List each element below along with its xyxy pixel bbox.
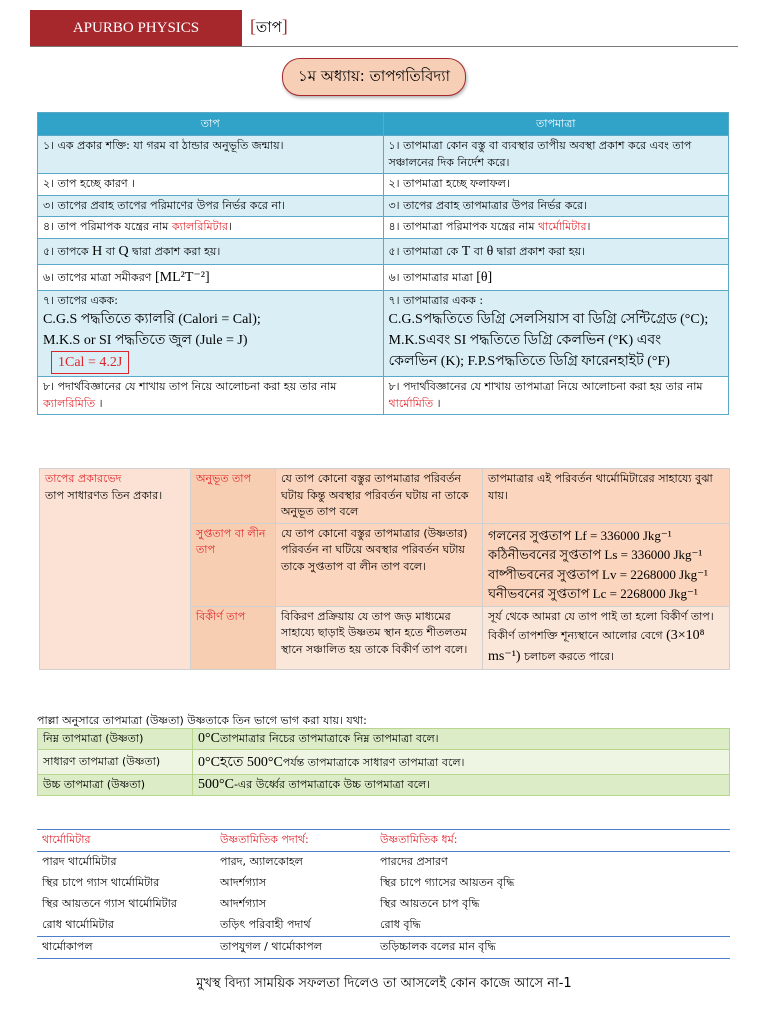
cell-text: ৫। তাপকে: [43, 244, 93, 258]
brand-banner: [30, 10, 242, 47]
range-temp: 500°C: [198, 776, 234, 792]
range-label: সাধারণ তাপমাত্রা (উষ্ণতা): [38, 750, 193, 775]
cgs-temp-unit-line: C.G.Sপদ্ধতিতে ডিগ্রি সেলসিয়াস বা ডিগ্রি সেন্টিগ্রেড (°C);: [388, 312, 709, 327]
table-row: [38, 217, 729, 239]
range-temp: 0°C: [198, 730, 220, 746]
cell-text: ৫। তাপমাত্রা কে: [388, 244, 462, 258]
range-text: পর্যন্ত তাপমাত্রাকে সাধারণ তাপমাত্রা বলে।: [282, 756, 465, 769]
cell-text: ৮। পদার্থবিজ্ঞানের যে শাখায় তাপমাত্রা নিয়ে আলোচনা করা হয় তার নাম: [388, 380, 703, 393]
cell: পারদের প্রসারণ: [380, 855, 448, 868]
header-divider: [30, 46, 738, 47]
cell: ১। তাপমাত্রা কোন বস্তু বা ব্যবস্থার তাপীয় অবস্থা প্রকাশ করে এবং তাপ সঞ্চালনের দিক নির্দেশ করে।: [383, 136, 729, 174]
cell: [383, 290, 729, 377]
cell: তড়িৎ পরিবাহী পদার্থ: [220, 918, 311, 931]
heat-type-desc: যে তাপ কোনো বস্তুর তাপমাত্রার (উষ্ণতার) পরিবর্তন না ঘটিয়ে অবস্থার পরিবর্তন ঘটায় তাকে সুপ্ততাপ বা লীন তাপ বলে।: [276, 523, 483, 606]
cell: ১। এক প্রকার শক্তি: যা গরম বা ঠান্ডার অনুভূতি জন্মায়।: [38, 136, 384, 174]
cgs-unit-line: C.G.S পদ্ধতিতে ক্যালরি (Calori = Cal);: [43, 312, 261, 327]
mks-temp-unit-line: M.K.Sএবং SI পদ্ধতিতে ডিগ্রি কেলভিন (°K) এবং: [388, 333, 662, 348]
cell: তাপযুগল / থার্মোকাপল: [215, 937, 375, 959]
topic-tag-text: তাপ: [256, 18, 282, 36]
symbol-H: H: [92, 243, 103, 259]
cell: ৪। তাপ পরিমাপক যন্ত্রের নাম ক্যালরিমিটার।: [38, 217, 384, 239]
heat-type-name: বিকীর্ণ তাপ: [191, 606, 276, 670]
table-row: [38, 136, 729, 174]
table-row: [38, 174, 729, 196]
cell-text: দ্বারা প্রকাশ করা হয়।: [128, 244, 221, 258]
cell: [38, 290, 384, 377]
cell: পারদ, অ্যালকোহল: [220, 855, 303, 868]
heat-dimension-formula: [ML²T⁻²]: [154, 269, 210, 285]
heat-types-subtitle: তাপ সাধারণত তিন প্রকার।: [45, 488, 163, 502]
latent-heat-vaporization: বাষ্পীভবনের সুপ্ততাপ Lv = 2268000 Jkg⁻¹: [488, 566, 708, 582]
footer-quote: মুখস্থ বিদ্যা সাময়িক সফলতা দিলেও তা আসলেই কোন কাজে আসে না-1: [196, 976, 572, 991]
range-text: তাপমাত্রার নিচের তাপমাত্রাকে নিম্ন তাপমাত্রা বলে।: [219, 731, 439, 745]
heat-unit-title: ৭। তাপের একক:: [43, 293, 118, 307]
heat-vs-temperature-table: [37, 112, 729, 415]
thermometer-table: [37, 829, 730, 959]
symbol-Q: Q: [118, 243, 129, 259]
table-row: [38, 290, 729, 377]
cell: স্থির চাপে গ্যাসের আয়তন বৃদ্ধি: [380, 876, 515, 889]
cell: তড়িচ্চালক বলের মান বৃদ্ধি: [375, 937, 730, 959]
range-label: নিম্ন তাপমাত্রা (উষ্ণতা): [38, 729, 193, 750]
chapter-title: [282, 58, 466, 96]
heat-type-name: অনুভূত তাপ: [191, 469, 276, 524]
table-row: [38, 775, 730, 796]
cell: [383, 238, 729, 264]
note-text: সূর্য থেকে আমরা যে তাপ পাই তা হলো বিকীর্ণ তাপ। বিকীর্ণ তাপশক্তি শূন্যস্থানে আলোর বেগে: [488, 609, 714, 642]
table-row: [38, 729, 730, 750]
table-row: [38, 195, 729, 217]
heat-type-desc: যে তাপ কোনো বস্তুর তাপমাত্রার পরিবর্তন ঘটায় কিন্তু অবস্থার পরিবর্তন ঘটায় না তাকে অনুভূত তাপ বলে: [276, 469, 483, 524]
cell: পারদ থার্মোমিটার: [42, 855, 117, 868]
cell-text: ৬। তাপমাত্রার মাত্রা: [388, 270, 477, 284]
latent-heat-fusion: গলনের সুপ্ততাপ Lf = 336000 Jkg⁻¹: [488, 527, 672, 543]
table-header-row: [37, 830, 730, 852]
table-row: [40, 469, 730, 524]
table-row: [37, 915, 730, 937]
col-header-heat: তাপ: [38, 113, 384, 136]
cell: স্থির চাপে গ্যাস থার্মোমিটার: [42, 876, 160, 889]
cell-text: ৬। তাপের মাত্রা সমীকরণ: [43, 270, 155, 284]
table-row: [37, 852, 730, 874]
cell: ৩। তাপের প্রবাহ তাপমাত্রার উপর নির্ভর করে।: [383, 195, 729, 217]
heat-type-desc: বিকিরণ প্রক্রিয়ায় যে তাপ জড় মাধ্যমের সাহায্যে ছাড়াই উষ্ণতম স্থান হতে শীতলতম স্থানে সঞ্চালিত হয় তাকে বিকীর্ণ তাপ বলে।: [276, 606, 483, 670]
thermometer-term: থার্মোমিটার: [537, 220, 587, 233]
heat-type-name: সুপ্ততাপ বা লীন তাপ: [191, 523, 276, 606]
range-temp: 0°Cহতে 500°C: [198, 755, 283, 770]
thermometry-term: থার্মোমিতি: [388, 396, 434, 410]
cell: ৩। তাপের প্রবাহ তাপের পরিমাণের উপর নির্ভর করে না।: [38, 195, 384, 217]
cell-text: ৪। তাপমাত্রা পরিমাপক যন্ত্রের নাম: [388, 220, 538, 233]
cell: রোধ থার্মোমিটার: [42, 918, 114, 931]
cell: ৮। পদার্থবিজ্ঞানের যে শাখায় তাপমাত্রা নিয়ে আলোচনা করা হয় তার নাম থার্মোমিতি ।: [383, 377, 729, 415]
cell-text: ৮। পদার্থবিজ্ঞানের যে শাখায় তাপ নিয়ে আলোচনা করা হয় তার নাম: [43, 380, 337, 393]
symbol-T: T: [461, 243, 471, 259]
light-speed: (3×10⁸ ms⁻¹): [488, 628, 705, 664]
calorimetry-term: ক্যালরিমিতি: [43, 396, 96, 410]
temperature-range-table: [37, 728, 730, 796]
table-row: [38, 377, 729, 415]
cell: স্থির আয়তনে গ্যাস থার্মোমিটার: [42, 897, 177, 910]
latent-heat-condensation: ঘনীভবনের সুপ্ততাপ Lc = 2268000 Jkg⁻¹: [488, 586, 698, 601]
temperature-unit-title: ৭। তাপমাত্রার একক :: [388, 293, 484, 307]
cell: [38, 264, 384, 290]
cell: ৮। পদার্থবিজ্ঞানের যে শাখায় তাপ নিয়ে আলোচনা করা হয় তার নাম ক্যালরিমিতি ।: [38, 377, 384, 415]
fps-temp-unit-line: কেলভিন (K); F.P.Sপদ্ধতিতে ডিগ্রি ফারেনহাইট (°F): [388, 354, 670, 369]
heat-type-note: তাপমাত্রার এই পরিবর্তন থার্মোমিটারের সাহায্যে বুঝা যায়।: [483, 469, 730, 524]
cell: আদর্শগ্যাস: [220, 897, 266, 910]
col-header-temperature: তাপমাত্রা: [383, 113, 729, 136]
table-row: [37, 937, 730, 959]
calorie-joule-box: 1Cal = 4.2J: [51, 351, 129, 374]
cell: [383, 264, 729, 290]
col-header: উষ্ণতামিতিক পদার্থ:: [215, 830, 375, 852]
cell: ৪। তাপমাত্রা পরিমাপক যন্ত্রের নাম থার্মোমিটার।: [383, 217, 729, 239]
brand-name: APURBO PHYSICS: [72, 20, 200, 36]
latent-heat-solidification: কঠিনীভবনের সুপ্ততাপ Ls = 336000 Jkg⁻¹: [488, 547, 703, 562]
temperature-range-intro: পাল্লা অনুসারে তাপমাত্রা (উষ্ণতা) উষ্ণতাকে তিন ভাগে ভাগ করা যায়। যথা:: [37, 714, 367, 727]
cell: [38, 238, 384, 264]
range-desc: [193, 750, 730, 775]
table-row: [37, 894, 730, 915]
table-row: [38, 238, 729, 264]
note-text: চলাচল করতে পারে।: [520, 650, 615, 663]
cell: ২। তাপমাত্রা হচ্ছে ফলাফল।: [383, 174, 729, 196]
temperature-dimension-formula: [θ]: [476, 269, 493, 285]
chapter-title-text: ১ম অধ্যায়: তাপগতিবিদ্যা: [298, 66, 450, 85]
cell: ২। তাপ হচ্ছে কারণ ।: [38, 174, 384, 196]
range-desc: [193, 729, 730, 750]
radiant-heat-note: [483, 606, 730, 670]
topic-tag: [তাপ]: [250, 16, 288, 36]
cell: রোধ বৃদ্ধি: [380, 918, 421, 931]
symbol-theta: θ: [486, 243, 494, 259]
heat-types-table: [39, 468, 730, 670]
calorimeter-term: ক্যালরিমিটার: [171, 220, 228, 233]
range-text: -এর উর্ধ্বের তাপমাত্রাকে উচ্চ তাপমাত্রা বলে।: [233, 777, 431, 791]
cell-text: দ্বারা প্রকাশ করা হয়।: [493, 244, 585, 258]
col-header: উষ্ণতামিতিক ধর্ম:: [375, 830, 730, 852]
cell: স্থির আয়তনে চাপ বৃদ্ধি: [380, 897, 480, 910]
cell: আদর্শগ্যাস: [220, 876, 266, 889]
table-row: [38, 264, 729, 290]
cell-text: বা: [102, 244, 119, 258]
cell: থার্মোকাপল: [37, 937, 215, 959]
latent-heat-values: [483, 523, 730, 606]
range-desc: [193, 775, 730, 796]
heat-types-heading-cell: [40, 469, 191, 670]
mks-unit-line: M.K.S or SI পদ্ধতিতে জুল (Jule = J): [43, 333, 248, 348]
heat-types-title: তাপের প্রকারভেদ: [45, 472, 122, 485]
cell-text: বা: [470, 244, 487, 258]
cell-text: ৪। তাপ পরিমাপক যন্ত্রের নাম: [43, 220, 172, 233]
range-label: উচ্চ তাপমাত্রা (উষ্ণতা): [38, 775, 193, 796]
col-header: থার্মোমিটার: [37, 830, 215, 852]
table-row: [38, 750, 730, 775]
table-row: [37, 873, 730, 894]
